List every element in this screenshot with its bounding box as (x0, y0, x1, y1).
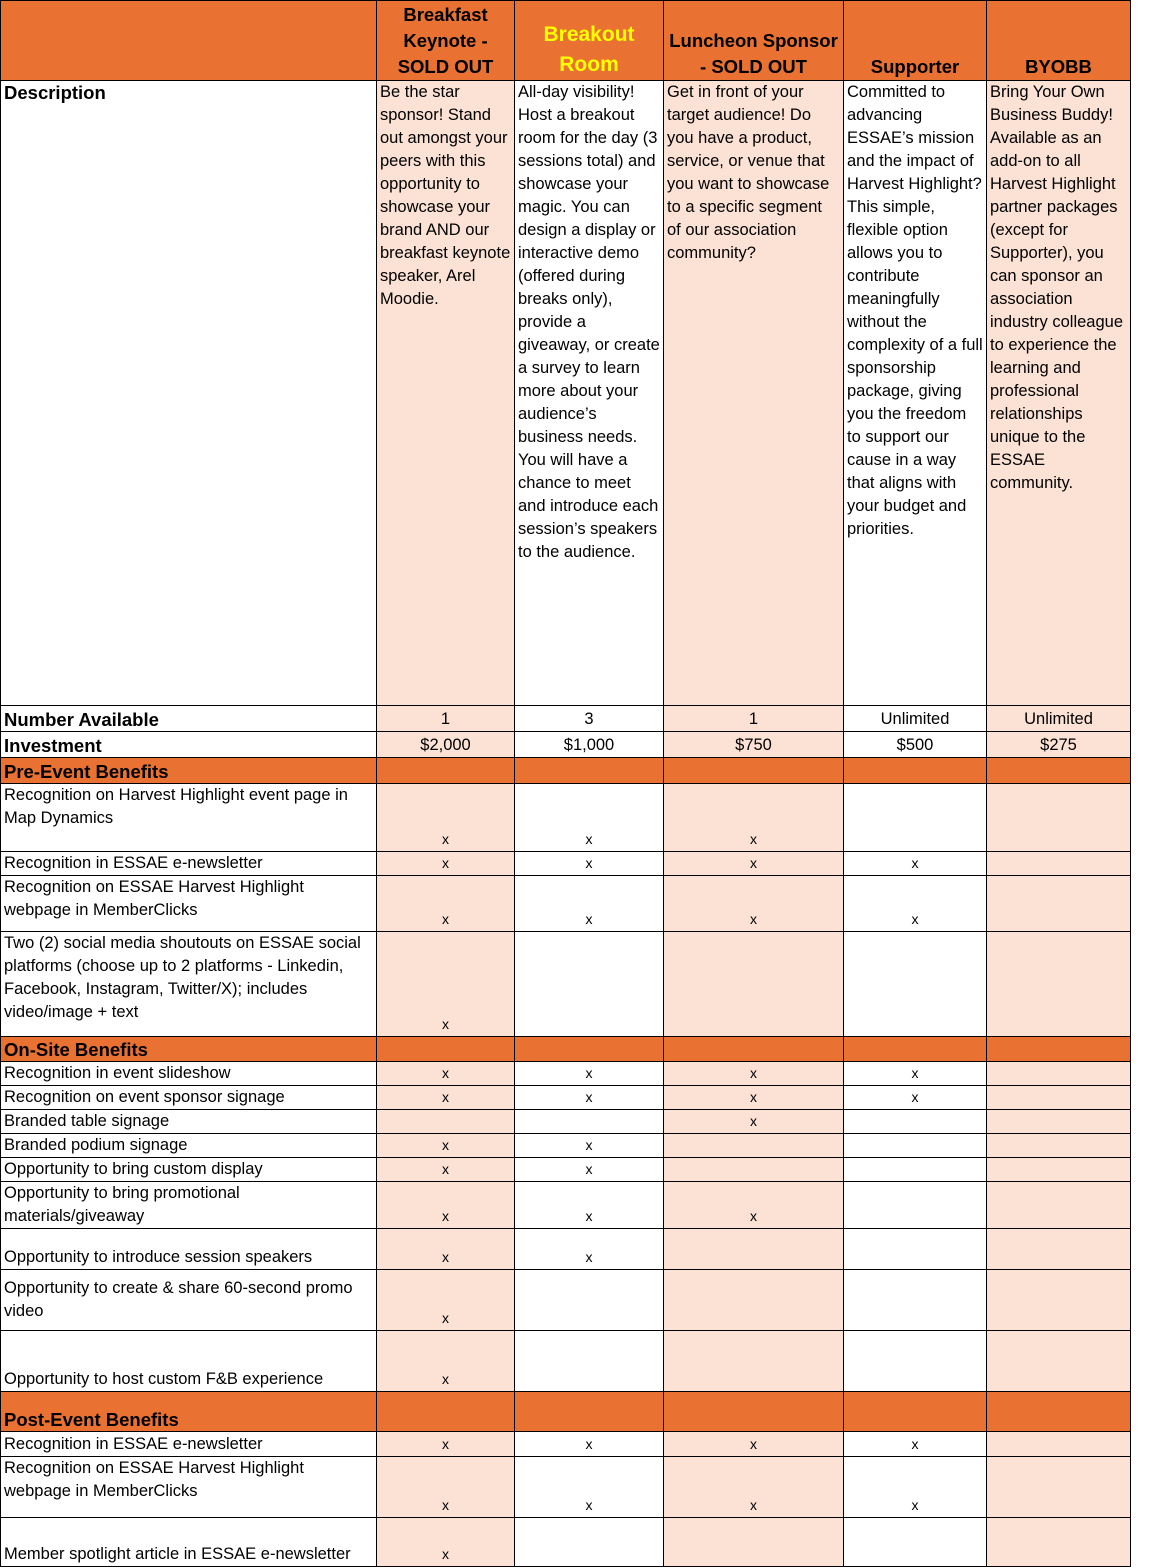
benefit-label: Member spotlight article in ESSAE e-newsletter (1, 1518, 377, 1567)
benefit-mark (664, 1158, 844, 1182)
benefit-mark (987, 1432, 1131, 1457)
benefit-mark: x (844, 1062, 987, 1086)
benefit-row (1, 1158, 1131, 1182)
description-byobb: Bring Your Own Business Buddy! Available as an add-on to all Harvest Highlight partner packages (except for Supporter), you can sponsor an association industry colleague to experience the learning and professional relationships unique to the ESSAE community. (987, 81, 1131, 706)
benefit-mark (515, 932, 664, 1037)
description-breakfast: Be the star sponsor! Stand out amongst your peers with this opportunity to showcase your brand AND our breakfast keynote speaker, Arel Moodie. (377, 81, 515, 706)
benefit-mark: x (664, 876, 844, 932)
benefit-row (1, 1518, 1131, 1567)
benefit-mark (987, 1158, 1131, 1182)
benefit-mark (987, 876, 1131, 932)
section-header-post-event (1, 1392, 1131, 1432)
benefit-mark: x (377, 1182, 515, 1229)
benefit-mark: x (664, 1432, 844, 1457)
benefit-mark (987, 1331, 1131, 1392)
section-header-pre-event (1, 758, 1131, 784)
benefit-mark: x (664, 852, 844, 876)
benefit-label: Recognition on ESSAE Harvest Highlight webpage in MemberClicks (1, 876, 377, 932)
description-supporter: Committed to advancing ESSAE’s mission and the impact of Harvest Highlight? This simple, flexible option allows you to contribute meaningfully without the complexity of a full sponsorship package, giving you the freedom to support our cause in a way that aligns with your budget and priorities. (844, 81, 987, 706)
benefit-row (1, 932, 1131, 1037)
benefit-mark (844, 1229, 987, 1270)
number-available-row (1, 706, 1131, 732)
benefit-mark: x (844, 1457, 987, 1518)
benefit-label: Two (2) social media shoutouts on ESSAE social platforms (choose up to 2 platforms - Linkedin, Facebook, Instagram, Twitter/X); includes video/image + text (1, 932, 377, 1037)
benefit-mark (515, 1270, 664, 1331)
benefit-row (1, 1270, 1131, 1331)
benefit-mark (515, 1110, 664, 1134)
benefit-mark: x (515, 852, 664, 876)
benefit-mark: x (377, 852, 515, 876)
benefit-mark: x (844, 1086, 987, 1110)
row-label (1, 81, 377, 706)
benefit-mark (844, 1158, 987, 1182)
column-header-byobb: BYOBB (987, 1, 1131, 81)
number-available-value: 3 (515, 706, 664, 732)
benefit-label: Branded podium signage (1, 1134, 377, 1158)
benefit-row (1, 1457, 1131, 1518)
benefit-mark (844, 1134, 987, 1158)
row-label: Number Available (1, 706, 377, 732)
benefit-mark (844, 784, 987, 852)
benefit-mark: x (377, 1158, 515, 1182)
benefit-row (1, 852, 1131, 876)
benefit-mark (987, 1457, 1131, 1518)
benefit-mark (987, 1518, 1131, 1567)
benefit-mark: x (664, 784, 844, 852)
column-header-supporter: Supporter (844, 1, 987, 81)
benefit-mark (844, 1518, 987, 1567)
benefit-label: Recognition in event slideshow (1, 1062, 377, 1086)
benefit-mark (844, 1331, 987, 1392)
column-header-breakout: Breakout Room (515, 1, 664, 81)
benefit-label: Opportunity to host custom F&B experience (1, 1331, 377, 1392)
benefit-mark: x (377, 1432, 515, 1457)
description-row (1, 81, 1131, 706)
investment-value: $275 (987, 732, 1131, 758)
benefit-mark (987, 1229, 1131, 1270)
benefit-mark (987, 784, 1131, 852)
benefit-mark: x (377, 1134, 515, 1158)
section-header-on-site (1, 1037, 1131, 1062)
benefit-row (1, 1432, 1131, 1457)
benefit-row (1, 1134, 1131, 1158)
investment-value: $2,000 (377, 732, 515, 758)
benefit-mark: x (515, 1062, 664, 1086)
benefit-label: Opportunity to bring custom display (1, 1158, 377, 1182)
benefit-mark: x (664, 1182, 844, 1229)
benefit-mark: x (664, 1062, 844, 1086)
benefit-row (1, 1182, 1131, 1229)
description-breakout: All-day visibility! Host a breakout room for the day (3 sessions total) and showcase your magic. You can design a display or interactive demo (offered during breaks only), provide a giveaway, or create a survey to learn more about your audience’s business needs. You will have a chance to meet and introduce each session’s speakers to the audience. (515, 81, 664, 706)
benefit-label: Branded table signage (1, 1110, 377, 1134)
number-available-value: Unlimited (987, 706, 1131, 732)
benefit-label: Opportunity to introduce session speakers (1, 1229, 377, 1270)
benefit-label: Recognition on event sponsor signage (1, 1086, 377, 1110)
benefit-label: Recognition on ESSAE Harvest Highlight webpage in MemberClicks (1, 1457, 377, 1518)
benefit-mark (664, 1270, 844, 1331)
benefit-mark: x (844, 876, 987, 932)
number-available-value: Unlimited (844, 706, 987, 732)
benefit-label: Opportunity to bring promotional materials/giveaway (1, 1182, 377, 1229)
benefit-mark: x (844, 1432, 987, 1457)
benefit-mark: x (515, 1086, 664, 1110)
benefit-mark: x (515, 876, 664, 932)
benefit-mark (844, 932, 987, 1037)
benefit-mark (515, 1518, 664, 1567)
column-header-luncheon: Luncheon Sponsor - SOLD OUT (664, 1, 844, 81)
benefit-mark: x (377, 932, 515, 1037)
benefit-mark: x (515, 1134, 664, 1158)
benefit-mark (987, 852, 1131, 876)
benefit-mark: x (664, 1110, 844, 1134)
benefit-mark: x (377, 876, 515, 932)
benefit-label: Recognition in ESSAE e-newsletter (1, 1432, 377, 1457)
benefit-mark: x (515, 1182, 664, 1229)
benefit-row (1, 1229, 1131, 1270)
benefit-mark: x (664, 1457, 844, 1518)
benefit-mark (987, 1086, 1131, 1110)
benefit-mark (664, 1134, 844, 1158)
benefit-row (1, 876, 1131, 932)
benefit-row (1, 1086, 1131, 1110)
benefit-mark: x (377, 1229, 515, 1270)
benefit-mark: x (377, 1062, 515, 1086)
benefit-mark: x (515, 1457, 664, 1518)
benefit-row (1, 1110, 1131, 1134)
section-title: On-Site Benefits (1, 1037, 377, 1062)
benefit-label: Recognition on Harvest Highlight event page in Map Dynamics (1, 784, 377, 852)
benefit-mark (844, 1270, 987, 1331)
benefit-row (1, 1331, 1131, 1392)
number-available-value: 1 (664, 706, 844, 732)
benefit-mark (987, 1270, 1131, 1331)
benefit-mark (664, 1518, 844, 1567)
benefit-mark (987, 1110, 1131, 1134)
benefit-mark: x (515, 784, 664, 852)
benefit-mark (844, 1182, 987, 1229)
benefit-mark: x (515, 1158, 664, 1182)
benefit-mark: x (664, 1086, 844, 1110)
benefit-label: Recognition in ESSAE e-newsletter (1, 852, 377, 876)
investment-value: $750 (664, 732, 844, 758)
benefit-mark (664, 1331, 844, 1392)
investment-value: $500 (844, 732, 987, 758)
benefit-mark (987, 1134, 1131, 1158)
benefit-mark (987, 1182, 1131, 1229)
column-header-breakfast: Breakfast Keynote - SOLD OUT (377, 1, 515, 81)
benefit-mark: x (377, 1518, 515, 1567)
benefit-mark (377, 1110, 515, 1134)
benefit-mark: x (844, 852, 987, 876)
benefit-mark: x (515, 1229, 664, 1270)
benefit-row (1, 1062, 1131, 1086)
benefit-mark: x (377, 1331, 515, 1392)
benefit-mark (515, 1331, 664, 1392)
description-label: Description (4, 82, 106, 103)
benefit-label: Opportunity to create & share 60-second promo video (1, 1270, 377, 1331)
benefit-mark (987, 932, 1131, 1037)
row-label: Investment (1, 732, 377, 758)
section-title: Pre-Event Benefits (1, 758, 377, 784)
benefit-mark: x (515, 1432, 664, 1457)
benefit-row (1, 784, 1131, 852)
header-blank (1, 1, 377, 81)
benefit-mark: x (377, 1270, 515, 1331)
number-available-value: 1 (377, 706, 515, 732)
benefit-mark: x (377, 784, 515, 852)
description-luncheon: Get in front of your target audience! Do you have a product, service, or venue that you want to showcase to a specific segment of our association community? (664, 81, 844, 706)
investment-value: $1,000 (515, 732, 664, 758)
benefit-mark (987, 1062, 1131, 1086)
section-title: Post-Event Benefits (1, 1392, 377, 1432)
benefit-mark: x (377, 1457, 515, 1518)
benefit-mark (664, 1229, 844, 1270)
benefit-mark (664, 932, 844, 1037)
investment-row (1, 732, 1131, 758)
header-row (1, 1, 1131, 81)
benefit-mark (844, 1110, 987, 1134)
benefit-mark: x (377, 1086, 515, 1110)
